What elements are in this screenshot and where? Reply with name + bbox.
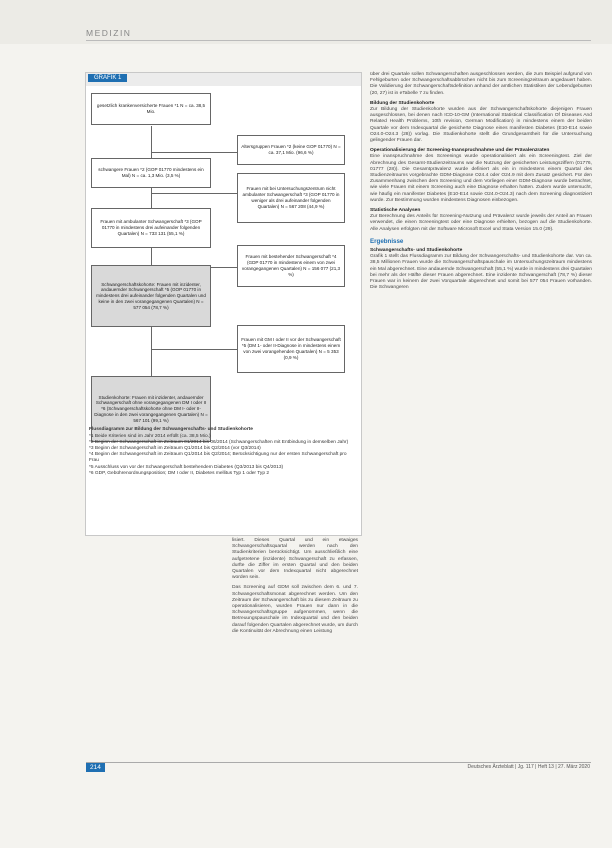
paragraph: Grafik 1 stellt das Flussdiagramm zur Bildung der Schwangerschafts- und Studienkohorte dar. Von ca. 38,5 Millionen Frauen wurde die Schwangerschaftspauschale im Untersuchungszeitraum mindestens ein Mal abgerechnet. Eine andauernde Schwangerschaft (55,1 %) wurde in mindestens drei Quartalen bei mehr als der Hälfte dieser Frauen abgerechnet. Eine inzidente Schwangerschaft (78,7 %) dieser Frauen war in keinem der zwei Vorquartale abgerechnet und somit bei 577 054 Frauen vorhanden. Die Schwangeren	[370, 254, 592, 291]
flow-box-existing-pregnancy: Frauen mit bestehender Schwangerschaft *4 (GDP 01770 in mindestens einem von zwei vorangegangenen Quartalen) N = 156 077 (21,3 %)	[237, 245, 345, 287]
caption-note: *6 GDP, Gebührenordnungsposition; DM I oder II, Diabetes mellitus Typ 1 oder Typ 2	[89, 470, 269, 476]
flow-box-ambulant-pregnancy: Frauen mit ambulanter Schwangerschaft *3 (GOP 01770 in mindestens drei aufeinander folgenden Quartalen) N = 733 131 (55,1 %)	[91, 208, 211, 248]
flow-box-pre-existing-diabetes: Frauen mit GM I oder II vor der Schwangerschaft *5 (DM 1- oder II-Diagnose in mindestens einem von zwei vorangehenden Quartalen) N = 5 353 (0,9 %)	[237, 325, 345, 373]
caption-note: *4 Beginn der Schwangerschaft im Zeitraum Q1/2014 bis Q2/2014; Berücksichtigung nur der ersten Schwangerschaft pro Frau	[89, 452, 347, 464]
caption-title: Flussdiagramm zur Bildung der Schwangerschafts- und Studienkohorte	[89, 427, 253, 432]
flow-connector	[151, 349, 237, 350]
paragraph: über drei Quartale sollen Schwangerschaften ausgeschlossen werden, die zum Beispiel aufgrund von Fehlgeburten oder Schwangerschaftsabbrüchen nicht bis zum Screeningzeitraum angedauert haben. Die Validierung der Schwangerschaftsdefinition anhand der amtlichen Statistiken der Lebendgeburten (20, 27) ist in eTabelle 7 zu finden.	[370, 72, 592, 96]
flow-box-age-group: Altersgruppen Frauen *2 (keine GOP 01770) N = ca. 37,1 Mio. (96,6 %)	[237, 135, 345, 165]
paragraph: Zur Berechnung des Anteils für Screening-Nutzung und Prävalenz wurde jeweils der Anteil an Frauen verwendet, die einen Screeningtest oder eine Diagnose erhielten, bezogen auf die Studienkohorte. Alle Analysen erfolgten mit der Software Microsoft Excel und Stata Version 15.0 (29).	[370, 214, 592, 232]
flow-box-pregnancy-cohort: Schwangerschaftskohorte: Frauen mit inzidenter, andauernder Schwangerschaft *5 (GOP 01770 in mindestens drei aufeinander folgenden Quartalen und keine in den zwei vorangegangenen Quartalen) N = 577 054 (78,7 %)	[91, 265, 211, 327]
subheading: Operationalisierung der Screening-Inanspruchnahme und der Prävalenzraten	[370, 148, 550, 154]
paragraph: lisiert. Dieses Quartal und ein etwaiges Schwangerschaftsquartal werden nach den Studienkriterien berücksichtigt. Um ausschließlich eine aufgetretene (inzidente) Schwangerschaft zu erfassen, durfte die Ziffer im ersten Quartal und den beiden Quartalen vor dem Indexquartal nicht abgerechnet worden sein.	[232, 538, 358, 581]
flow-box-excluded-women: Frauen mit bei Untersuchungszentrum nicht ambulanter Schwangerschaft *3 (GOP 01770 in weniger als drei aufeinander folgenden Quartalen) N = 567 208 (44,9 %)	[237, 173, 345, 223]
flow-connector	[151, 193, 237, 194]
paragraph: Zur Bildung der Studienkohorte wurden aus der Schwangerschaftskohorte diejenigen Frauen ausgeschlossen, bei denen nach ICD-10-GM (International Statistical Classification Of Diseases And Related Health Problems, 10th revision, German Modification) in mindestens einem der beiden Quartale vor dem Indexquartal die gesicherte Diagnose eines manifesten Diabetes (E10-E14 sowie O24.0-O24.3 (28)) vorlag. Die Studienkohorte stellt die Grundgesamtheit für die Untersuchung gelingender Frauen dar.	[370, 107, 592, 144]
journal-citation: Deutsches Ärzteblatt | Jg. 117 | Heft 13 | 27. März 2020	[467, 764, 590, 770]
figure-caption	[89, 427, 354, 477]
flow-box-pregnant-women: schwangere Frauen *2 (GOP 01770 mindestens ein Mal) N = ca. 1,3 Mio. (3,5 %)	[91, 158, 211, 188]
figure-tab-bar	[86, 73, 361, 86]
flow-box-study-cohort: Studienkohorte: Frauen mit inzidenter, andauernder Schwangerschaft ohne vorangegangenen DM I oder II *6 (Schwangerschaftskohorte ohne DM I- oder II-Diagnose in den zwei vorangegangenen Quartalen) N = 567 101 (99,1 %)	[91, 376, 211, 442]
page-number: 214	[86, 763, 105, 772]
caption-note: *5 Ausschluss von vor der Schwangerschaft bestehendem Diabetes (Q3/2013 bis Q4/2013)	[89, 464, 284, 470]
flow-connector	[151, 152, 237, 153]
paragraph: Das Screening auf GDM soll zwischen dem 6. und 7. Schwangerschaftsmonat abgerechnet werden. Um den Zeitraum der Schwangerschaft bis zu diesem Zeitraum zu operationalisieren, wurden Frauen nur dann in die Schwangerschaftsgruppe aufgenommen, wenn die Betreuungspauschale im Indexquartal und den beiden darauf folgenden Quartalen abgerechnet wurde, um durch die Kontinuität der Abrechnung einen Leistung	[232, 585, 358, 634]
flow-box-insured-women: gesetzlich krankenversicherte Frauen *1 N = ca. 38,5 Mio.	[91, 93, 211, 125]
paragraph: Eine inanspruchnahme des Screenings wurde operationalisiert als ein Screeningtest. Ziel der Abrechnung des Gesamt-Studienzeitraums war die Nutzung der gesicherten Leistungsziffern (01776, 01777 (28)). Die Gesamtprävalenz wurde definiert als ein in mindestens einem Quartal des Studienzeitraums vorgebrachte GDM-Diagnose O24.4 oder O24.9 mit dem Zusatz gesichert. Für den Zusammenhang zwischen dem Screening und dem Vorliegen einer GDM-Diagnose wurde betrachtet, wie viele Frauen mit einem Screening auch eine Diagnose erhalten hatten. Zudem wurde untersucht, wie häufig ein manifester Diabetes (E10-E14 sowie O24.0-O24.3) nach dem Screening diagnostiziert wurde. Zur Bestimmung wurden mindestens Diagnosen einbezogen.	[370, 154, 592, 203]
body-column-middle	[232, 538, 358, 639]
body-column-right	[370, 72, 592, 296]
subheading: Schwangerschafts- und Studienkohorte	[370, 248, 463, 254]
subheading: Statistische Analysen	[370, 208, 421, 214]
subheading: Bildung der Studienkohorte	[370, 100, 435, 106]
section-heading: Ergebnisse	[370, 237, 404, 245]
figure-label: GRAFIK 1	[88, 74, 127, 82]
header-rule	[86, 40, 591, 41]
section-title: MEDIZIN	[86, 28, 132, 38]
caption-note: *1 Beide Kriterien sind im Jahr 2014 erfüllt (ca. 38,5 Mio.)	[89, 434, 211, 440]
caption-note: *3 Beginn der Schwangerschaft im Zeitraum Q1/2014 bis Q2/2014 (vor Q3/2014)	[89, 446, 261, 452]
caption-note: *2 Beginn der Schwangerschaft im Zeitraum 01/2014 bis 06/2014 (Schwangerschaften mit Entbindung in demselben Jahr)	[89, 440, 349, 446]
footer-rule	[86, 762, 591, 763]
